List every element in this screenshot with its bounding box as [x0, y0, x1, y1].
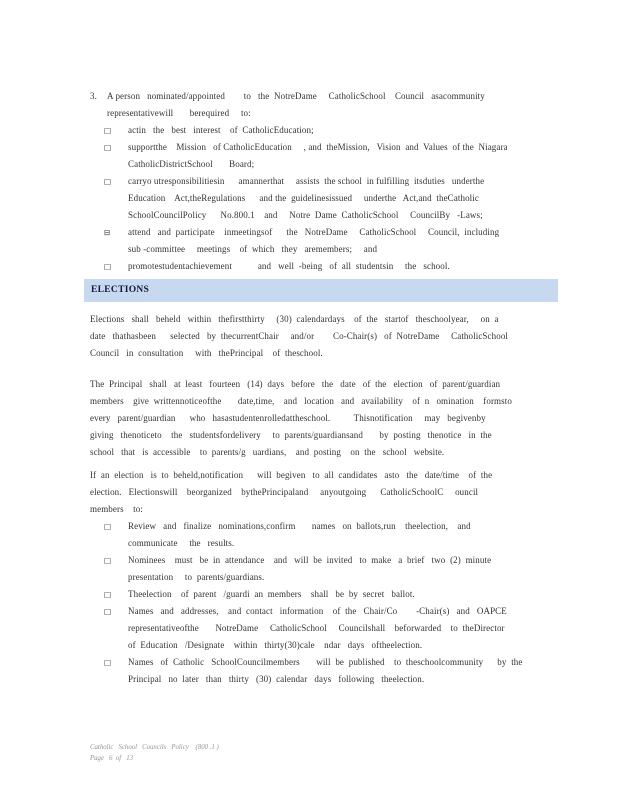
block-content	[90, 311, 538, 362]
text-line: school that is accessible to parents/g uardians, and posting on the school website.	[90, 447, 445, 457]
block-content	[107, 88, 538, 122]
bullet-item	[90, 139, 538, 173]
bullet-item	[90, 586, 538, 603]
block-content	[90, 467, 538, 518]
bullet-box-icon: □	[104, 262, 112, 271]
numbered-item	[90, 88, 538, 122]
block-content	[128, 518, 538, 552]
block-content	[128, 654, 538, 688]
bullet-item	[90, 603, 538, 654]
bullet-item	[90, 122, 538, 139]
document-body	[90, 88, 538, 688]
section-header-bar	[84, 279, 558, 302]
item-number: 3.	[90, 91, 97, 101]
bullet-item	[90, 173, 538, 224]
block-content	[128, 173, 538, 224]
block-content	[90, 376, 538, 461]
bullet-box-icon: □	[104, 590, 112, 599]
block-content	[128, 258, 538, 275]
text-line: communicate the results.	[128, 538, 235, 548]
block-content	[128, 122, 538, 139]
text-line: sub -committee meetings of which they aremembers; and	[128, 244, 378, 254]
bullet-item	[90, 552, 538, 586]
text-line: Elections shall beheld within thefirstthirty (30) calendardays of the startof theschoolyear, on a	[90, 314, 499, 324]
text-line: If an election is to beheld,notification will begiven to all candidates asto the date/time of the	[90, 470, 493, 480]
text-line: promotestudentachievement and well -being of all studentsin the school.	[128, 261, 450, 271]
text-line: carryo utresponsibilitiesin amannerthat assists the school in fulfilling itsduties underthe	[128, 176, 485, 186]
bullet-item	[90, 518, 538, 552]
text-line: Council in consultation with thePrincipal of theschool.	[90, 348, 323, 358]
text-line: members give writtennoticeofthe date,time, and location and availability of n omination formsto	[90, 396, 512, 406]
paragraph	[90, 467, 538, 518]
block-content	[128, 603, 538, 654]
block-content	[128, 586, 538, 603]
text-line: Theelection of parent /guardi an members shall be by secret ballot.	[128, 589, 415, 599]
bullet-item	[90, 654, 538, 688]
bullet-box-icon: □	[104, 658, 112, 667]
text-line: members to:	[90, 504, 143, 514]
text-line: representativeofthe NotreDame CatholicSchool Councilshall beforwarded to theDirector	[128, 623, 505, 633]
bullet-box-icon: □	[104, 143, 112, 152]
bullet-box-icon: □	[104, 126, 112, 135]
section-header-label: ELECTIONS	[91, 285, 150, 295]
text-line: A person nominated/appointed to the NotreDame CatholicSchool Council asacommunity	[107, 91, 485, 101]
text-line: presentation to parents/guardians.	[128, 572, 265, 582]
bullet-box-icon: □	[104, 522, 112, 531]
text-line: CatholicDistrictSchool Board;	[128, 159, 255, 169]
footer-policy-title: Catholic School Councils Policy (800 .1 )	[90, 744, 219, 751]
text-line: The Principal shall at least fourteen (14) days before the date of the election of parent/guardian	[90, 379, 501, 389]
text-line: Principal no later than thirty (30) calendar days following theelection.	[128, 674, 425, 684]
text-line: giving thenoticeto the studentsfordelivery to parents/guardiansand by posting thenotice in the	[90, 430, 492, 440]
block-content	[128, 139, 538, 173]
text-line: Nominees must be in attendance and will be invited to make a brief two (2) minute	[128, 555, 492, 565]
text-line: actin the best interest of CatholicEducation;	[128, 125, 314, 135]
text-line: of Education /Designate within thirty(30)cale ndar days oftheelection.	[128, 640, 423, 650]
text-line: election. Electionswill beorganized bythePrincipaland anyoutgoing CatholicSchoolC ouncil	[90, 487, 479, 497]
bullet-item	[90, 258, 538, 275]
bullet-box-icon: □	[104, 556, 112, 565]
bullet-box-icon: □	[104, 607, 112, 616]
text-line: supportthe Mission of CatholicEducation , and theMission, Vision and Values of the Niagara	[128, 142, 508, 152]
text-line: Names and addresses, and contact information of the Chair/Co -Chair(s) and OAPCE	[128, 606, 507, 616]
bullet-item	[90, 224, 538, 258]
bullet-box-icon: □	[104, 177, 112, 186]
text-line: Education Act,theRegulations and the guidelinesissued underthe Act,and theCatholic	[128, 193, 479, 203]
text-line: attend and participate inmeetingsof the NotreDame CatholicSchool Council, including	[128, 227, 500, 237]
bullet-box-icon: ⊟	[104, 228, 111, 237]
paragraph	[90, 376, 538, 461]
text-line: Review and finalize nominations,confirm names on ballots,run theelection, and	[128, 521, 471, 531]
paragraph	[90, 311, 538, 362]
text-line: SchoolCouncilPolicy No.800.1 and Notre Dame CatholicSchool CouncilBy -Laws;	[128, 210, 483, 220]
page-footer	[90, 742, 219, 764]
text-line: Names of Catholic SchoolCouncilmembers will be published to theschoolcommunity by the	[128, 657, 523, 667]
block-content	[128, 224, 538, 258]
block-content	[128, 552, 538, 586]
text-line: every parent/guardian who hasastudentenrolledattheschool. Thisnotification may begivenby	[90, 413, 486, 423]
text-line: representativewill berequired to:	[107, 108, 251, 118]
text-line: date thathasbeen selected by thecurrentChair and/or Co-Chair(s) of NotreDame CatholicSchool	[90, 331, 509, 341]
footer-page-number: Page 6 of 13	[90, 755, 134, 762]
